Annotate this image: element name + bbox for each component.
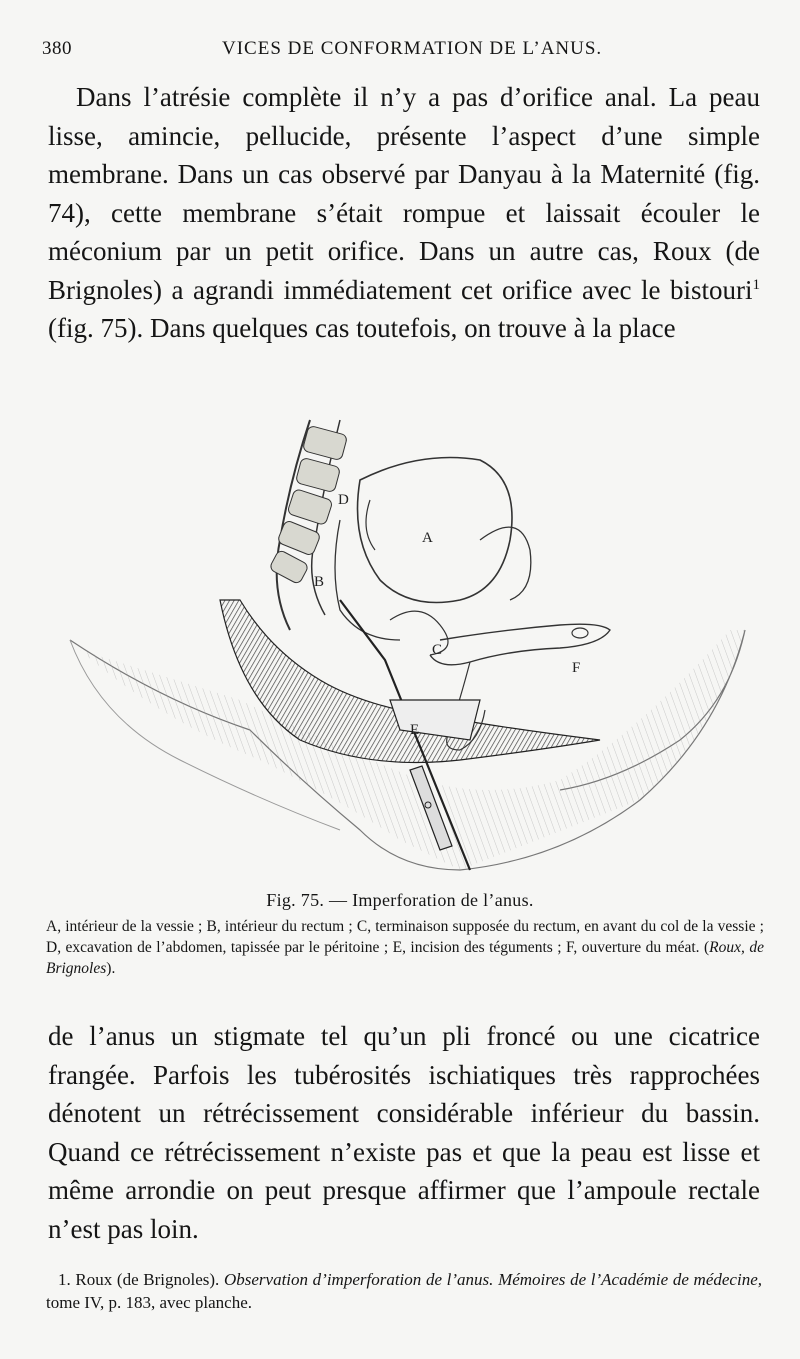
bladder-outline — [358, 458, 513, 603]
footnote — [46, 1268, 762, 1314]
paragraph-1-text-end: (fig. 75). Dans quelques cas toutefois, on trouve à la place — [48, 313, 676, 343]
figure-label-c: C — [432, 642, 443, 658]
figure-label-f: F — [572, 660, 581, 676]
figure-label-b: B — [314, 574, 325, 590]
figure-label-d: D — [338, 492, 349, 508]
figure-caption-title: Fig. 75. — Imperforation de l’anus. — [266, 890, 534, 910]
paragraph-2 — [48, 1017, 760, 1248]
caption-end: ). — [106, 960, 116, 977]
footnote-title: Observation d’imperforation de l’anus. Mémoires de l’Académie de médecine, — [223, 1270, 762, 1289]
paragraph-1-text: Dans l’atrésie complète il n’y a pas d’orifice anal. La peau lisse, amincie, pellucide, présente l’aspect d’une simple membrane. Dans un cas observé par Danyau à la Maternité (fig. 74), cette membrane s’était rompue et laissait écouler le méconium par un petit orifice. Dans un autre cas, Roux (de Brignoles) a agrandi immédiatement cet orifice avec le bistouri — [48, 82, 760, 305]
running-title: VICES DE CONFORMATION DE L’ANUS. — [222, 38, 603, 59]
paragraph-1 — [48, 78, 760, 348]
footnote-number: 1. — [58, 1270, 71, 1289]
figure-label-a: A — [422, 530, 433, 546]
caption-source: Roux, de Brignoles — [46, 939, 764, 977]
paragraph-2-text: de l’anus un stigmate tel qu’un pli froncé ou une cicatrice frangée. Parfois les tubérosités ischiatiques très rapprochées dénotent un rétrécissement considérable inférieur du bassin. Quand ce rétrécissement n’existe pas et que la peau est lisse et même arrondie on peut presque affirmer que l’ampoule rectale n’est pas loin. — [48, 1021, 760, 1244]
figure-engraving — [40, 400, 770, 890]
page-header — [42, 38, 758, 68]
page-number: 380 — [42, 38, 72, 59]
footnote-author: Roux (de Brignoles). — [70, 1270, 224, 1289]
figure-label-e: E — [410, 722, 420, 738]
footnote-rest: tome IV, p. 183, avec planche. — [46, 1293, 252, 1312]
footnote-reference: 1 — [752, 276, 760, 293]
caption-main: A, intérieur de la vessie ; B, intérieur du rectum ; C, terminaison supposée du rectum, en avant du col de la vessie ; D, excavation de l’abdomen, tapissée par le péritoine ; E, incision des téguments ; F, ouverture du méat. ( — [46, 918, 764, 956]
urethra — [430, 624, 610, 665]
vertebrae — [269, 425, 348, 584]
anatomical-figure — [40, 400, 770, 890]
figure-caption-text — [46, 916, 764, 979]
